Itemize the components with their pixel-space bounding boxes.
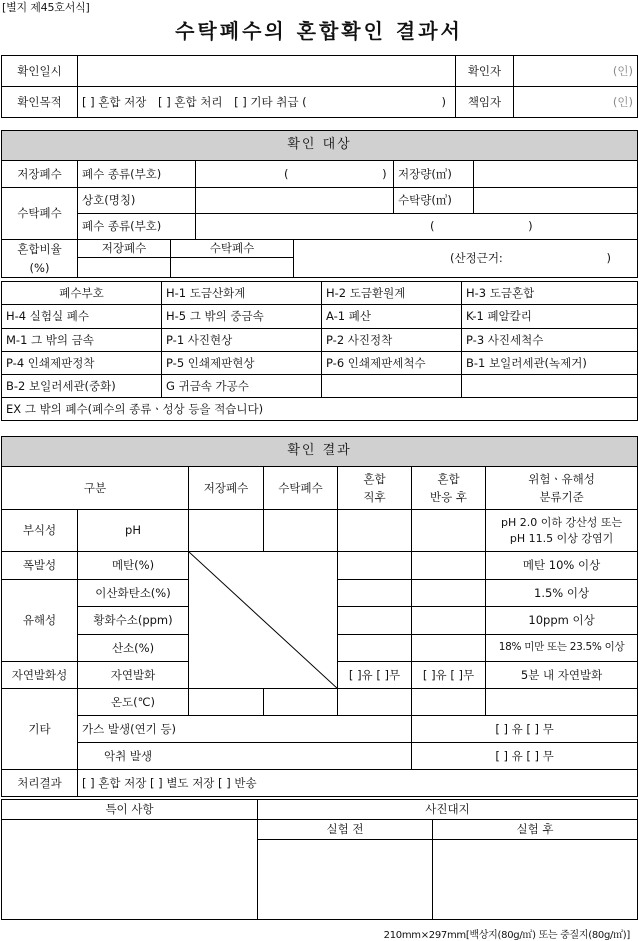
explosive-label: 폭발성 (2, 552, 78, 580)
o2-after-mix-field[interactable] (338, 635, 412, 662)
process-result-label: 처리결과 (2, 770, 78, 797)
header-table (1, 55, 638, 118)
consign-qty-label: 수탁량(㎥) (394, 188, 474, 214)
o2-criteria: 18% 미만 또는 23.5% 이상 (486, 635, 638, 662)
spontaneous-label: 자연발화성 (2, 662, 78, 689)
remarks-label: 특이 사항 (2, 800, 258, 820)
photo-label: 사진대지 (258, 800, 638, 820)
co2-after-mix-field[interactable] (338, 580, 412, 607)
code-cell: 폐수부호 (2, 282, 162, 305)
date-label: 확인일시 (2, 56, 78, 87)
gas-yes-no[interactable]: [ ] 유 [ ] 무 (412, 716, 638, 743)
code-cell: B-1 보일러세관(녹제거) (462, 352, 638, 375)
checker-label: 확인자 (456, 56, 514, 87)
mix-ratio-label: 혼합비율 (%) (2, 240, 78, 278)
code-cell: P-1 사진현상 (162, 329, 322, 352)
col-after-mix: 혼합 직후 (338, 467, 412, 510)
h2s-criteria: 10ppm 이상 (486, 607, 638, 635)
manager-label: 책임자 (456, 87, 514, 118)
code-cell (322, 375, 462, 398)
co2-criteria: 1.5% 이상 (486, 580, 638, 607)
corrosive-label: 부식성 (2, 510, 78, 552)
consign-waste-type-field[interactable]: ( ) (196, 214, 638, 240)
temp-after-react-field[interactable] (412, 689, 486, 716)
code-cell: G 귀금속 가공수 (162, 375, 322, 398)
spont-ignition-label: 자연발화 (78, 662, 189, 689)
ph-consign-field[interactable] (264, 510, 338, 552)
result-section-title: 확인 결과 (2, 437, 638, 467)
code-cell: B-2 보일러세관(중화) (2, 375, 162, 398)
code-cell: H-5 그 밖의 중금속 (162, 305, 322, 329)
methane-after-react-field[interactable] (412, 552, 486, 580)
stored-waste-label: 저장폐수 (2, 161, 78, 188)
spont-after-react-yn[interactable]: [ ]유 [ ]무 (412, 662, 486, 689)
code-cell: M-1 그 밖의 금속 (2, 329, 162, 352)
methane-criteria: 메탄 10% 이상 (486, 552, 638, 580)
ph-label: pH (78, 510, 189, 552)
col-criteria: 위험ㆍ유해성 분류기준 (486, 467, 638, 510)
target-table (1, 130, 638, 278)
mix-consign-label: 수탁폐수 (171, 240, 294, 258)
stored-waste-type-field[interactable]: ( ) (196, 161, 394, 188)
gas-label: 가스 발생(연기 등) (78, 716, 412, 743)
date-field[interactable] (78, 56, 456, 87)
remarks-photo-table (1, 799, 638, 920)
co2-label: 이산화탄소(%) (78, 580, 189, 607)
result-table (1, 436, 638, 797)
code-cell: P-3 사진세척수 (462, 329, 638, 352)
temp-stored-field[interactable] (189, 689, 264, 716)
h2s-label: 황화수소(ppm) (78, 607, 189, 635)
diagonal-blank-cell (189, 552, 338, 689)
consign-waste-label: 수탁폐수 (2, 188, 78, 240)
process-result-options[interactable]: [ ] 혼합 저장 [ ] 별도 저장 [ ] 반송 (78, 770, 638, 797)
purpose-close-paren: ) (441, 94, 446, 109)
o2-after-react-field[interactable] (412, 635, 486, 662)
code-cell: P-4 인쇄제판정착 (2, 352, 162, 375)
photo-before-area[interactable] (258, 840, 433, 920)
purpose-mix-treat-checkbox[interactable]: [ ] 혼합 처리 (158, 94, 223, 109)
h2s-after-mix-field[interactable] (338, 607, 412, 635)
ph-after-react-field[interactable] (412, 510, 486, 552)
code-cell: P-5 인쇄제판현상 (162, 352, 322, 375)
checker-seal[interactable]: (인) (514, 56, 638, 87)
code-cell (462, 375, 638, 398)
form-number: [별지 제45호서식] (2, 1, 90, 14)
spont-criteria: 5분 내 자연발화 (486, 662, 638, 689)
code-cell: P-2 사진정착 (322, 329, 462, 352)
co2-after-react-field[interactable] (412, 580, 486, 607)
mix-consign-field[interactable] (171, 258, 294, 278)
purpose-mix-store-checkbox[interactable]: [ ] 혼합 저장 (82, 94, 147, 109)
col-category: 구분 (2, 467, 189, 510)
code-cell: A-1 폐산 (322, 305, 462, 329)
odor-label: 악취 발생 (78, 743, 412, 770)
mix-stored-label: 저장폐수 (78, 240, 171, 258)
stored-qty-field[interactable] (474, 161, 638, 188)
target-section-title: 확인 대상 (2, 131, 638, 161)
waste-code-table (1, 281, 638, 421)
consign-qty-field[interactable] (474, 188, 638, 214)
other-waste-note: EX 그 밖의 폐수(폐수의 종류ㆍ성상 등을 적습니다) (2, 398, 638, 421)
consign-waste-type-label: 폐수 종류(부호) (78, 214, 196, 240)
ph-stored-field[interactable] (189, 510, 264, 552)
temp-consign-field[interactable] (264, 689, 338, 716)
code-cell: H-2 도금환원계 (322, 282, 462, 305)
code-cell: H-4 실험실 폐수 (2, 305, 162, 329)
spont-after-mix-yn[interactable]: [ ]유 [ ]무 (338, 662, 412, 689)
ph-criteria: pH 2.0 이하 강산성 또는 pH 11.5 이상 강염기 (486, 510, 638, 552)
col-after-reaction: 혼합 반응 후 (412, 467, 486, 510)
company-name-field[interactable] (196, 188, 394, 214)
temp-after-mix-field[interactable] (338, 689, 412, 716)
stored-waste-type-label: 폐수 종류(부호) (78, 161, 196, 188)
photo-before-label: 실험 전 (258, 820, 433, 840)
code-cell: P-6 인쇄제판세척수 (322, 352, 462, 375)
methane-after-mix-field[interactable] (338, 552, 412, 580)
form-title: 수탁폐수의 혼합확인 결과서 (175, 19, 463, 43)
purpose-options (78, 87, 456, 118)
o2-label: 산소(%) (78, 635, 189, 662)
stored-qty-label: 저장량(㎥) (394, 161, 474, 188)
odor-yes-no[interactable]: [ ] 유 [ ] 무 (412, 743, 638, 770)
mix-basis-field[interactable]: (산정근거: ) (294, 240, 638, 278)
photo-after-area[interactable] (433, 840, 638, 920)
mix-stored-field[interactable] (78, 258, 171, 278)
toxic-label: 유해성 (2, 580, 78, 662)
etc-label: 기타 (2, 689, 78, 770)
purpose-other-checkbox[interactable]: [ ] 기타 취급 ( (234, 94, 307, 109)
h2s-after-react-field[interactable] (412, 607, 486, 635)
company-name-label: 상호(명칭) (78, 188, 196, 214)
col-stored: 저장폐수 (189, 467, 264, 510)
code-cell: H-1 도금산화계 (162, 282, 322, 305)
temperature-label: 온도(℃) (78, 689, 189, 716)
temp-criteria-field (486, 689, 638, 716)
manager-seal[interactable]: (인) (514, 87, 638, 118)
ph-after-mix-field[interactable] (338, 510, 412, 552)
code-cell: K-1 폐알칼리 (462, 305, 638, 329)
photo-after-label: 실험 후 (433, 820, 638, 840)
col-consign: 수탁폐수 (264, 467, 338, 510)
purpose-label: 확인목적 (2, 87, 78, 118)
methane-label: 메탄(%) (78, 552, 189, 580)
code-cell: H-3 도금혼합 (462, 282, 638, 305)
remarks-field[interactable] (2, 820, 258, 920)
paper-spec: 210mm×297mm[백상지(80g/㎡) 또는 중질지(80g/㎡)] (383, 930, 630, 941)
